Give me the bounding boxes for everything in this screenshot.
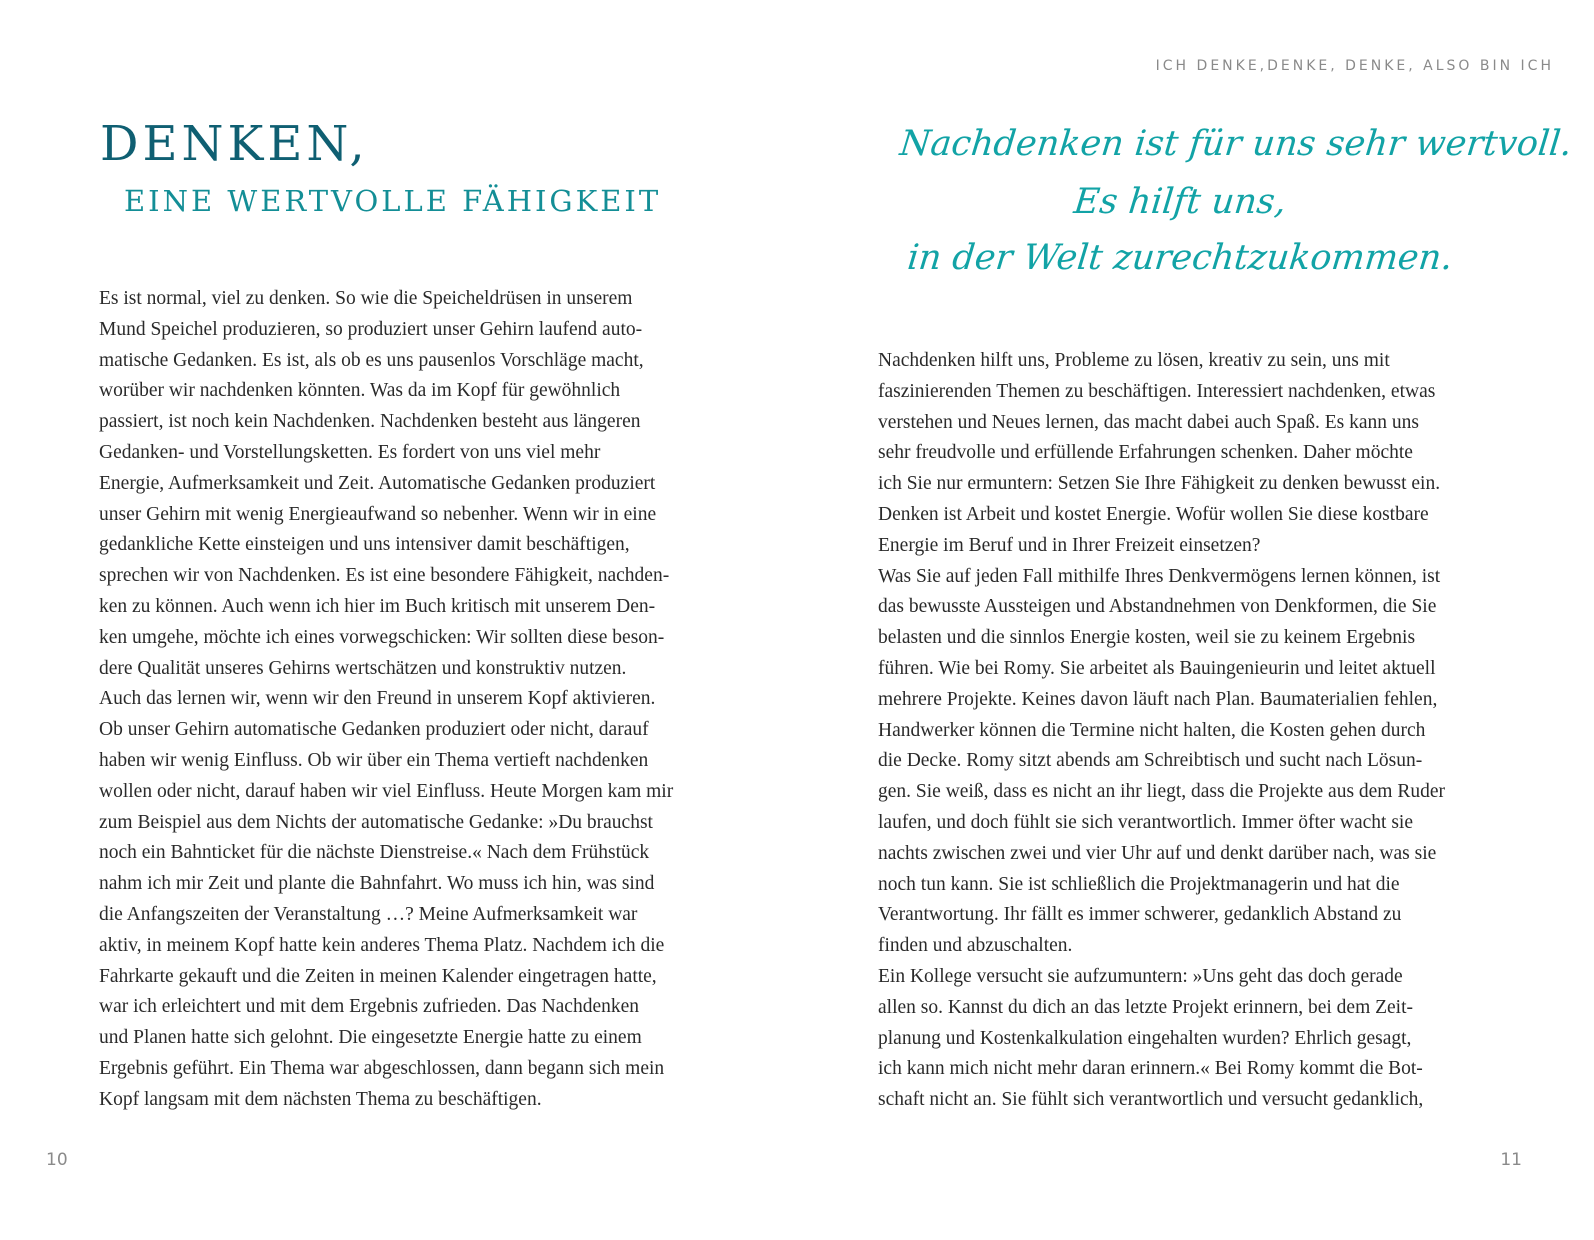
- text-line: und Planen hatte sich gelohnt. Die eingesetzte Energie hatte zu einem: [99, 1027, 642, 1049]
- text-line: unser Gehirn mit wenig Energieaufwand so nebenher. Wenn wir in eine: [99, 503, 657, 525]
- text-line: Verantwortung. Ihr fällt es immer schwerer, gedanklich Abstand zu: [878, 904, 1402, 926]
- chapter-title: DENKEN,: [100, 116, 369, 172]
- chapter-subtitle: EINE WERTVOLLE FÄHIGKEIT: [124, 184, 662, 218]
- text-line: planung und Kostenkalkulation eingehalten wurden? Ehrlich gesagt,: [878, 1027, 1412, 1049]
- text-line: noch ein Bahnticket für die nächste Dienstreise.« Nach dem Frühstück: [99, 842, 650, 864]
- text-line: matische Gedanken. Es ist, als ob es uns pausenlos Vorschläge macht,: [99, 349, 644, 371]
- text-line: haben wir wenig Einfluss. Ob wir über ein Thema vertieft nachdenken: [99, 749, 649, 771]
- text-line: zum Beispiel aus dem Nichts der automatische Gedanke: »Du brauchst: [99, 811, 653, 833]
- text-line: mehrere Projekte. Keines davon läuft nach Plan. Baumaterialien fehlen,: [878, 688, 1438, 710]
- text-line: Kopf langsam mit dem nächsten Thema zu beschäftigen.: [99, 1088, 542, 1110]
- quote-line: Nachdenken ist für uns sehr wertvoll.: [897, 124, 1574, 164]
- text-line: passiert, ist noch kein Nachdenken. Nachdenken besteht aus längeren: [99, 411, 641, 433]
- text-line: allen so. Kannst du dich an das letzte Projekt erinnern, bei dem Zeit-: [878, 996, 1414, 1018]
- text-line: Handwerker können die Termine nicht halten, die Kosten gehen durch: [878, 719, 1426, 741]
- text-line: gedankliche Kette einsteigen und uns intensiver damit beschäftigen,: [99, 534, 630, 556]
- text-line: aktiv, in meinem Kopf hatte kein anderes Thema Platz. Nachdem ich die: [99, 934, 665, 956]
- running-header: ICH DENKE,DENKE, DENKE, ALSO BIN ICH: [1155, 58, 1554, 74]
- text-line: faszinierenden Themen zu beschäftigen. Interessiert nachdenken, etwas: [878, 380, 1436, 402]
- text-line: Ein Kollege versucht sie aufzumuntern: »Uns geht das doch gerade: [878, 965, 1403, 987]
- text-line: Nachdenken hilft uns, Probleme zu lösen, kreativ zu sein, uns mit: [878, 350, 1390, 371]
- text-line: gen. Sie weiß, dass es nicht an ihr liegt, dass die Projekte aus dem Ruder: [878, 781, 1446, 803]
- text-line: Fahrkarte gekauft und die Zeiten in meinen Kalender eingetragen hatte,: [99, 965, 657, 987]
- text-line: nachts zwischen zwei und vier Uhr auf und denkt darüber nach, was sie: [878, 842, 1437, 864]
- page-number-left: 10: [46, 1150, 68, 1170]
- text-line: nahm ich mir Zeit und plante die Bahnfahrt. Wo muss ich hin, was sind: [99, 873, 655, 895]
- left-page-body: [99, 284, 709, 1116]
- text-line: Mund Speichel produzieren, so produziert unser Gehirn laufend auto-: [99, 318, 643, 340]
- page-number-right: 11: [1500, 1150, 1522, 1170]
- text-line: ken umgehe, möchte ich eines vorwegschicken: Wir sollten diese beson-: [99, 626, 665, 648]
- text-line: Gedanken- und Vorstellungsketten. Es fordert von uns viel mehr: [99, 441, 601, 463]
- text-line: worüber wir nachdenken könnten. Was da im Kopf für gewöhnlich: [99, 380, 621, 402]
- text-line: das bewusste Aussteigen und Abstandnehmen von Denkformen, die Sie: [878, 596, 1437, 618]
- text-line: Energie, Aufmerksamkeit und Zeit. Automatische Gedanken produziert: [99, 472, 656, 494]
- text-line: ken zu können. Auch wenn ich hier im Buch kritisch mit unserem Den-: [99, 595, 656, 617]
- text-line: führen. Wie bei Romy. Sie arbeitet als Bauingenieurin und leitet aktuell: [878, 657, 1436, 679]
- text-line: Energie im Beruf und in Ihrer Freizeit einsetzen?: [878, 534, 1261, 556]
- text-line: laufen, und doch fühlt sie sich verantwortlich. Immer öfter wacht sie: [878, 811, 1413, 833]
- text-line: Ergebnis geführt. Ein Thema war abgeschlossen, dann begann sich mein: [99, 1057, 665, 1079]
- text-line: die Decke. Romy sitzt abends am Schreibtisch und sucht nach Lösun-: [878, 750, 1423, 772]
- text-line: dere Qualität unseres Gehirns wertschätzen und konstruktiv nutzen.: [99, 657, 627, 679]
- quote-line: Es hilft uns,: [1071, 182, 1289, 222]
- text-line: Denken ist Arbeit und kostet Energie. Wofür wollen Sie diese kostbare: [878, 503, 1429, 525]
- text-line: ich Sie nur ermuntern: Setzen Sie Ihre Fähigkeit zu denken bewusst ein.: [878, 473, 1441, 495]
- text-line: sehr freudvolle und erfüllende Erfahrungen schenken. Daher möchte: [878, 442, 1413, 464]
- text-line: sprechen wir von Nachdenken. Es ist eine besondere Fähigkeit, nachden-: [99, 565, 670, 587]
- text-line: belasten und die sinnlos Energie kosten, weil sie zu keinem Ergebnis: [878, 627, 1416, 649]
- text-line: die Anfangszeiten der Veranstaltung …? Meine Aufmerksamkeit war: [99, 903, 638, 925]
- text-line: Was Sie auf jeden Fall mithilfe Ihres Denkvermögens lernen können, ist: [878, 565, 1441, 587]
- text-line: noch tun kann. Sie ist schließlich die Projektmanagerin und hat die: [878, 873, 1400, 895]
- quote-line: in der Welt zurechtzukommen.: [905, 238, 1455, 278]
- text-line: wollen oder nicht, darauf haben wir viel Einfluss. Heute Morgen kam mir: [99, 780, 674, 802]
- text-line: Es ist normal, viel zu denken. So wie die Speicheldrüsen in unserem: [99, 288, 633, 309]
- text-line: schaft nicht an. Sie fühlt sich verantwortlich und versucht gedanklich,: [878, 1089, 1424, 1111]
- text-line: finden und abzuschalten.: [878, 935, 1073, 957]
- text-line: Auch das lernen wir, wenn wir den Freund in unserem Kopf aktivieren.: [99, 688, 656, 710]
- text-line: Ob unser Gehirn automatische Gedanken produziert oder nicht, darauf: [99, 719, 649, 741]
- right-page-body: [878, 346, 1498, 1116]
- text-line: ich kann mich nicht mehr daran erinnern.« Bei Romy kommt die Bot-: [878, 1058, 1423, 1080]
- text-line: verstehen und Neues lernen, das macht dabei auch Spaß. Es kann uns: [878, 411, 1419, 433]
- text-line: war ich erleichtert und mit dem Ergebnis zufrieden. Das Nachdenken: [99, 996, 640, 1018]
